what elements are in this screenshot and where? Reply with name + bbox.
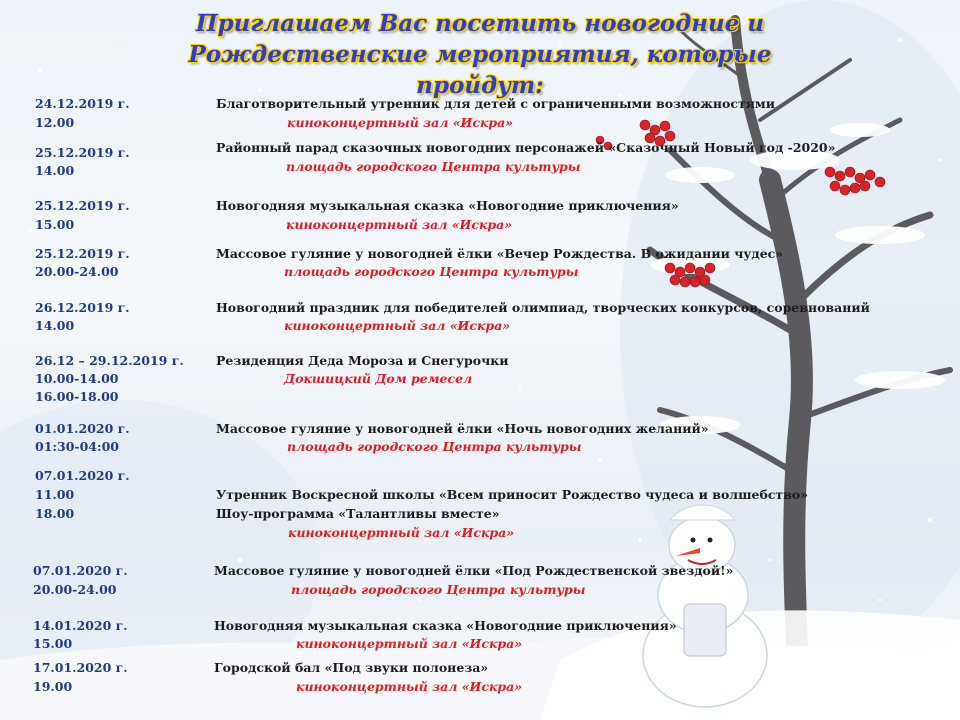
- event-time: 14.00: [35, 318, 75, 333]
- event-date: 26.12.2019 г.: [35, 300, 130, 315]
- event-time-2: 18.00: [35, 506, 75, 521]
- event-date: 25.12.2019 г.: [35, 198, 130, 213]
- event-time: 14.00: [35, 163, 75, 178]
- event-name: Массовое гуляние у новогодней ёлки «Вечер Рождества. В ожидании чудес»: [216, 246, 784, 261]
- event-time: 19.00: [33, 679, 73, 694]
- event-name: Новогодняя музыкальная сказка «Новогодние приключения»: [216, 198, 679, 213]
- event-date: 26.12 – 29.12.2019 г.: [35, 353, 184, 368]
- event-name: Массовое гуляние у новогодней ёлки «Ночь новогодних желаний»: [216, 421, 709, 436]
- event-place: площадь городского Центра культуры: [286, 159, 581, 174]
- event-time: 01:30-04:00: [35, 439, 119, 454]
- event-time: 20.00-24.00: [35, 264, 119, 279]
- event-place: киноконцертный зал «Искра»: [287, 115, 514, 130]
- event-name: Массовое гуляние у новогодней ёлки «Под Рождественской звездой!»: [214, 563, 734, 578]
- event-place: киноконцертный зал «Искра»: [288, 525, 515, 540]
- event-name-2: Шоу-программа «Талантливы вместе»: [216, 506, 500, 521]
- event-time-2: 16.00-18.00: [35, 389, 119, 404]
- event-date: 14.01.2020 г.: [33, 618, 128, 633]
- page-title: [150, 8, 810, 101]
- event-name: Резиденция Деда Мороза и Снегурочки: [216, 353, 509, 368]
- title-line-2: Рождественские мероприятия, которые пройдут:: [188, 41, 772, 99]
- event-place: киноконцертный зал «Искра»: [296, 679, 523, 694]
- event-name: Новогодний праздник для победителей олимпиад, творческих конкурсов, соревнований: [216, 300, 870, 315]
- event-place: киноконцертный зал «Искра»: [296, 636, 523, 651]
- event-name: Новогодняя музыкальная сказка «Новогодние приключения»: [214, 618, 677, 633]
- event-date: 07.01.2020 г.: [35, 468, 130, 483]
- event-name: Утренник Воскресной школы «Всем приносит Рождество чудеса и волшебство»: [216, 487, 809, 502]
- event-name: Городской бал «Под звуки полонеза»: [214, 660, 489, 675]
- event-time: 11.00: [35, 487, 75, 502]
- event-date: 17.01.2020 г.: [33, 660, 128, 675]
- event-place: площадь городского Центра культуры: [291, 582, 586, 597]
- title-line-1: Приглашаем Вас посетить новогодние и: [195, 10, 765, 37]
- event-time: 15.00: [35, 217, 75, 232]
- event-place: Докшицкий Дом ремесел: [284, 371, 473, 386]
- event-date: 24.12.2019 г.: [35, 96, 130, 111]
- event-time: 12.00: [35, 115, 75, 130]
- event-time: 15.00: [33, 636, 73, 651]
- event-date: 07.01.2020 г.: [33, 563, 128, 578]
- event-time: 10.00-14.00: [35, 371, 119, 386]
- event-time: 20.00-24.00: [33, 582, 117, 597]
- event-place: площадь городского Центра культуры: [284, 264, 579, 279]
- event-place: киноконцертный зал «Искра»: [286, 217, 513, 232]
- event-name: Районный парад сказочных новогодних персонажей «Сказочный Новый год -2020»: [216, 140, 836, 155]
- event-date: 01.01.2020 г.: [35, 421, 130, 436]
- event-place: площадь городского Центра культуры: [287, 439, 582, 454]
- event-date: 25.12.2019 г.: [35, 145, 130, 160]
- event-place: киноконцертный зал «Искра»: [284, 318, 511, 333]
- event-date: 25.12.2019 г.: [35, 246, 130, 261]
- event-name: Благотворительный утренник для детей с ограниченными возможностями: [216, 96, 776, 111]
